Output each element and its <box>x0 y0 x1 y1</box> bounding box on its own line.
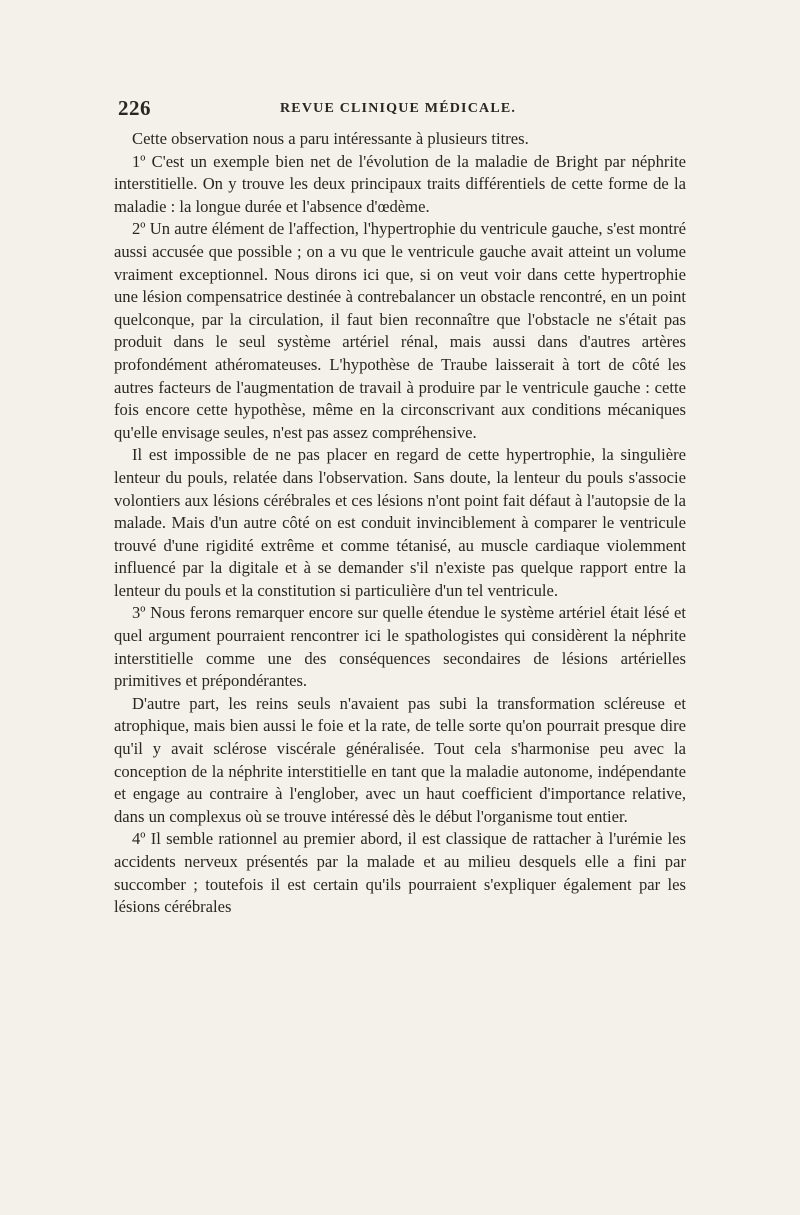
running-title: REVUE CLINIQUE MÉDICALE. <box>280 101 517 116</box>
paragraph: D'autre part, les reins seuls n'avaient pas subi la transformation scléreuse et atrophique, mais bien aussi le foie et la rate, de telle sorte qu'on pourrait presque dire qu'il y avait sclérose viscérale généralisée. Tout cela s'harmonise peu avec la conception de la néphrite interstitielle en tant que la maladie autonome, indépendante et engage au contraire à l'englober, avec un haut coefficient d'importance relative, dans un complexus où se trouve intéressé dès le début l'organisme tout entier. <box>114 693 686 826</box>
paragraph: 3º Nous ferons remarquer encore sur quelle étendue le système artériel était lésé et quel argument pourraient rencontrer ici le spathologistes qui considèrent la néphrite interstitielle comme une des conséquences secondaires de lésions artérielles primitives et prépondérantes. <box>114 603 686 691</box>
page-header <box>118 96 684 126</box>
paragraph: 1º C'est un exemple bien net de l'évolution de la maladie de Bright par néphrite interstitielle. On y trouve les deux principaux traits différentiels de cette forme de la maladie : la longue durée et l'absence d'œdème. <box>114 151 686 216</box>
paragraph: Cette observation nous a paru intéressante à plusieurs titres. <box>132 129 529 148</box>
paragraph: 2º Un autre élément de l'affection, l'hypertrophie du ventricule gauche, s'est montré aussi accusée que possible ; on a vu que le ventricule gauche avait atteint un volume vraiment exceptionnel. Nous dirons ici que, si on veut voir dans cette hypertrophie une lésion compensatrice destinée à contrebalancer un obstacle rencontré, en un point quelconque, par la circulation, il faut bien reconnaître que l'obstacle ne s'était pas produit dans le seul système artériel rénal, mais aussi dans d'autres artères profondément athéromateuses. L'hypothèse de Traube laisserait à tort de côté les autres facteurs de l'augmentation de travail à produire par le ventricule gauche : cette fois encore cette hypothèse, même en la circonscrivant aux conditions mécaniques qu'elle envisage seules, n'est pas assez compréhensive. <box>114 219 686 442</box>
paragraph: Il est impossible de ne pas placer en regard de cette hypertrophie, la singulière lenteur du pouls, relatée dans l'observation. Sans doute, la lenteur du pouls s'associe volontiers aux lésions cérébrales et ces lésions n'ont point fait défaut à l'autopsie de la malade. Mais d'un autre côté on est conduit invinciblement à comparer le ventricule trouvé d'une rigidité extrême et comme tétanisé, au muscle cardiaque violemment influencé par la digitale et à se demander s'il n'existe pas quelque rapport entre la lenteur du pouls et la constitution si particulière d'un tel ventricule. <box>114 445 686 600</box>
paragraph: 4º Il semble rationnel au premier abord, il est classique de rattacher à l'urémie les accidents nerveux présentés par la malade et au milieu desquels elle a fini par succomber ; toutefois il est certain qu'ils pourraient s'expliquer également par les lésions cérébrales <box>114 829 686 917</box>
body-text <box>114 128 686 919</box>
page-number: 226 <box>118 96 151 120</box>
